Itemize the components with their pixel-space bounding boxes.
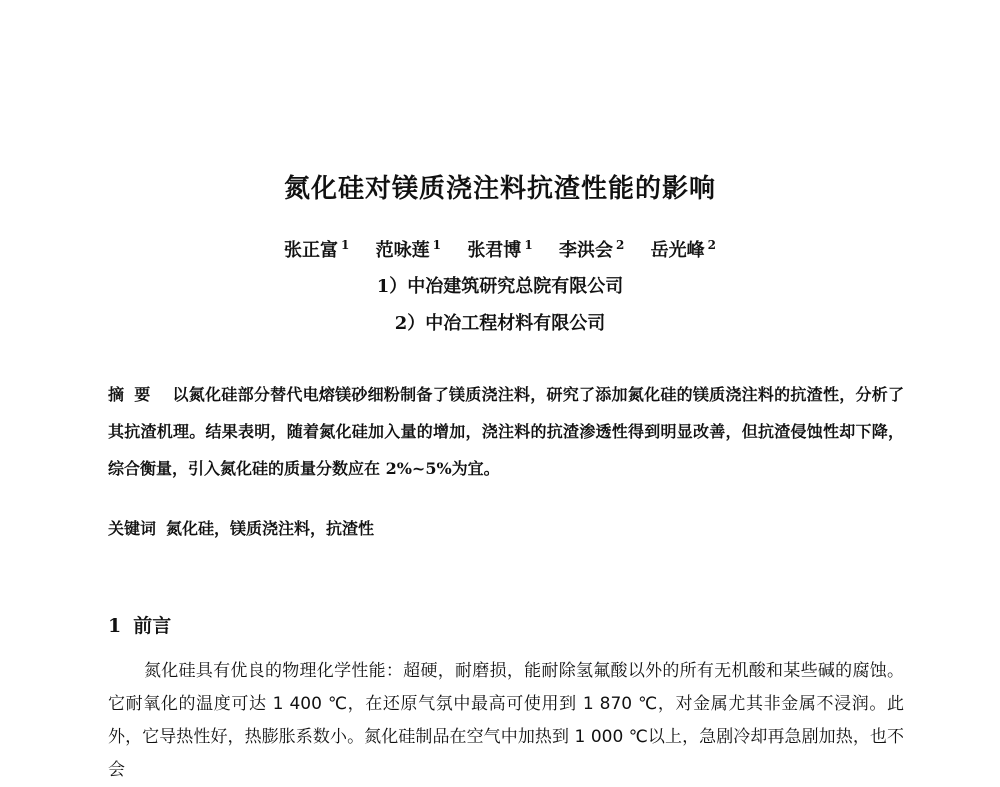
body-paragraph: 氮化硅具有优良的物理化学性能：超硬，耐磨损，能耐除氢氟酸以外的所有无机酸和某些碱的腐蚀。它耐氧化的温度可达 1 400 ℃，在还原气氛中最高可使用到 1 870 ℃，对金属尤其非金属不浸润。此外，它导热性好，热膨胀系数小。氮化硅制品在空气中加热到 1 000 ℃以上，急剧冷却再急剧加热，也不会 <box>108 661 904 780</box>
author <box>559 240 624 261</box>
author <box>651 240 716 261</box>
abstract <box>108 376 904 487</box>
affiliation-2: 2）中冶工程材料有限公司 <box>394 313 606 334</box>
affiliation-mark: 1 <box>341 238 350 252</box>
section-heading <box>108 611 171 638</box>
keywords-text: 氮化硅，镁质浇注料，抗渣性 <box>166 519 375 538</box>
keywords-label: 关键词 <box>108 519 157 538</box>
affiliation-mark: 1 <box>432 238 442 252</box>
section-title: 前言 <box>133 615 172 637</box>
affiliation-mark: 2 <box>707 238 716 252</box>
author-list <box>0 236 1000 262</box>
author <box>284 240 349 261</box>
author-name: 张正富 <box>284 240 339 261</box>
paper-title: 氮化硅对镁质浇注料抗渣性能的影响 <box>283 174 716 204</box>
author <box>467 240 532 261</box>
affiliation-mark: 2 <box>615 238 625 252</box>
affiliation-mark: 1 <box>524 238 533 252</box>
author-name: 岳光峰 <box>650 240 705 261</box>
author-name: 李洪会 <box>558 240 613 261</box>
affiliation-1: 1）中冶建筑研究总院有限公司 <box>376 276 624 297</box>
author <box>376 240 441 261</box>
author-name: 张君博 <box>467 240 522 261</box>
section-number: 1 <box>108 615 122 637</box>
abstract-label: 摘要 <box>108 385 161 404</box>
abstract-text: 以氮化硅部分替代电熔镁砂细粉制备了镁质浇注料，研究了添加氮化硅的镁质浇注料的抗渣性，分析了其抗渣机理。结果表明，随着氮化硅加入量的增加，浇注料的抗渣渗透性得到明显改善，但抗渣侵蚀性却下降，综合衡量，引入氮化硅的质量分数应在 2%~5%为宜。 <box>108 385 904 478</box>
author-name: 范咏莲 <box>375 240 430 261</box>
keywords <box>108 516 904 539</box>
